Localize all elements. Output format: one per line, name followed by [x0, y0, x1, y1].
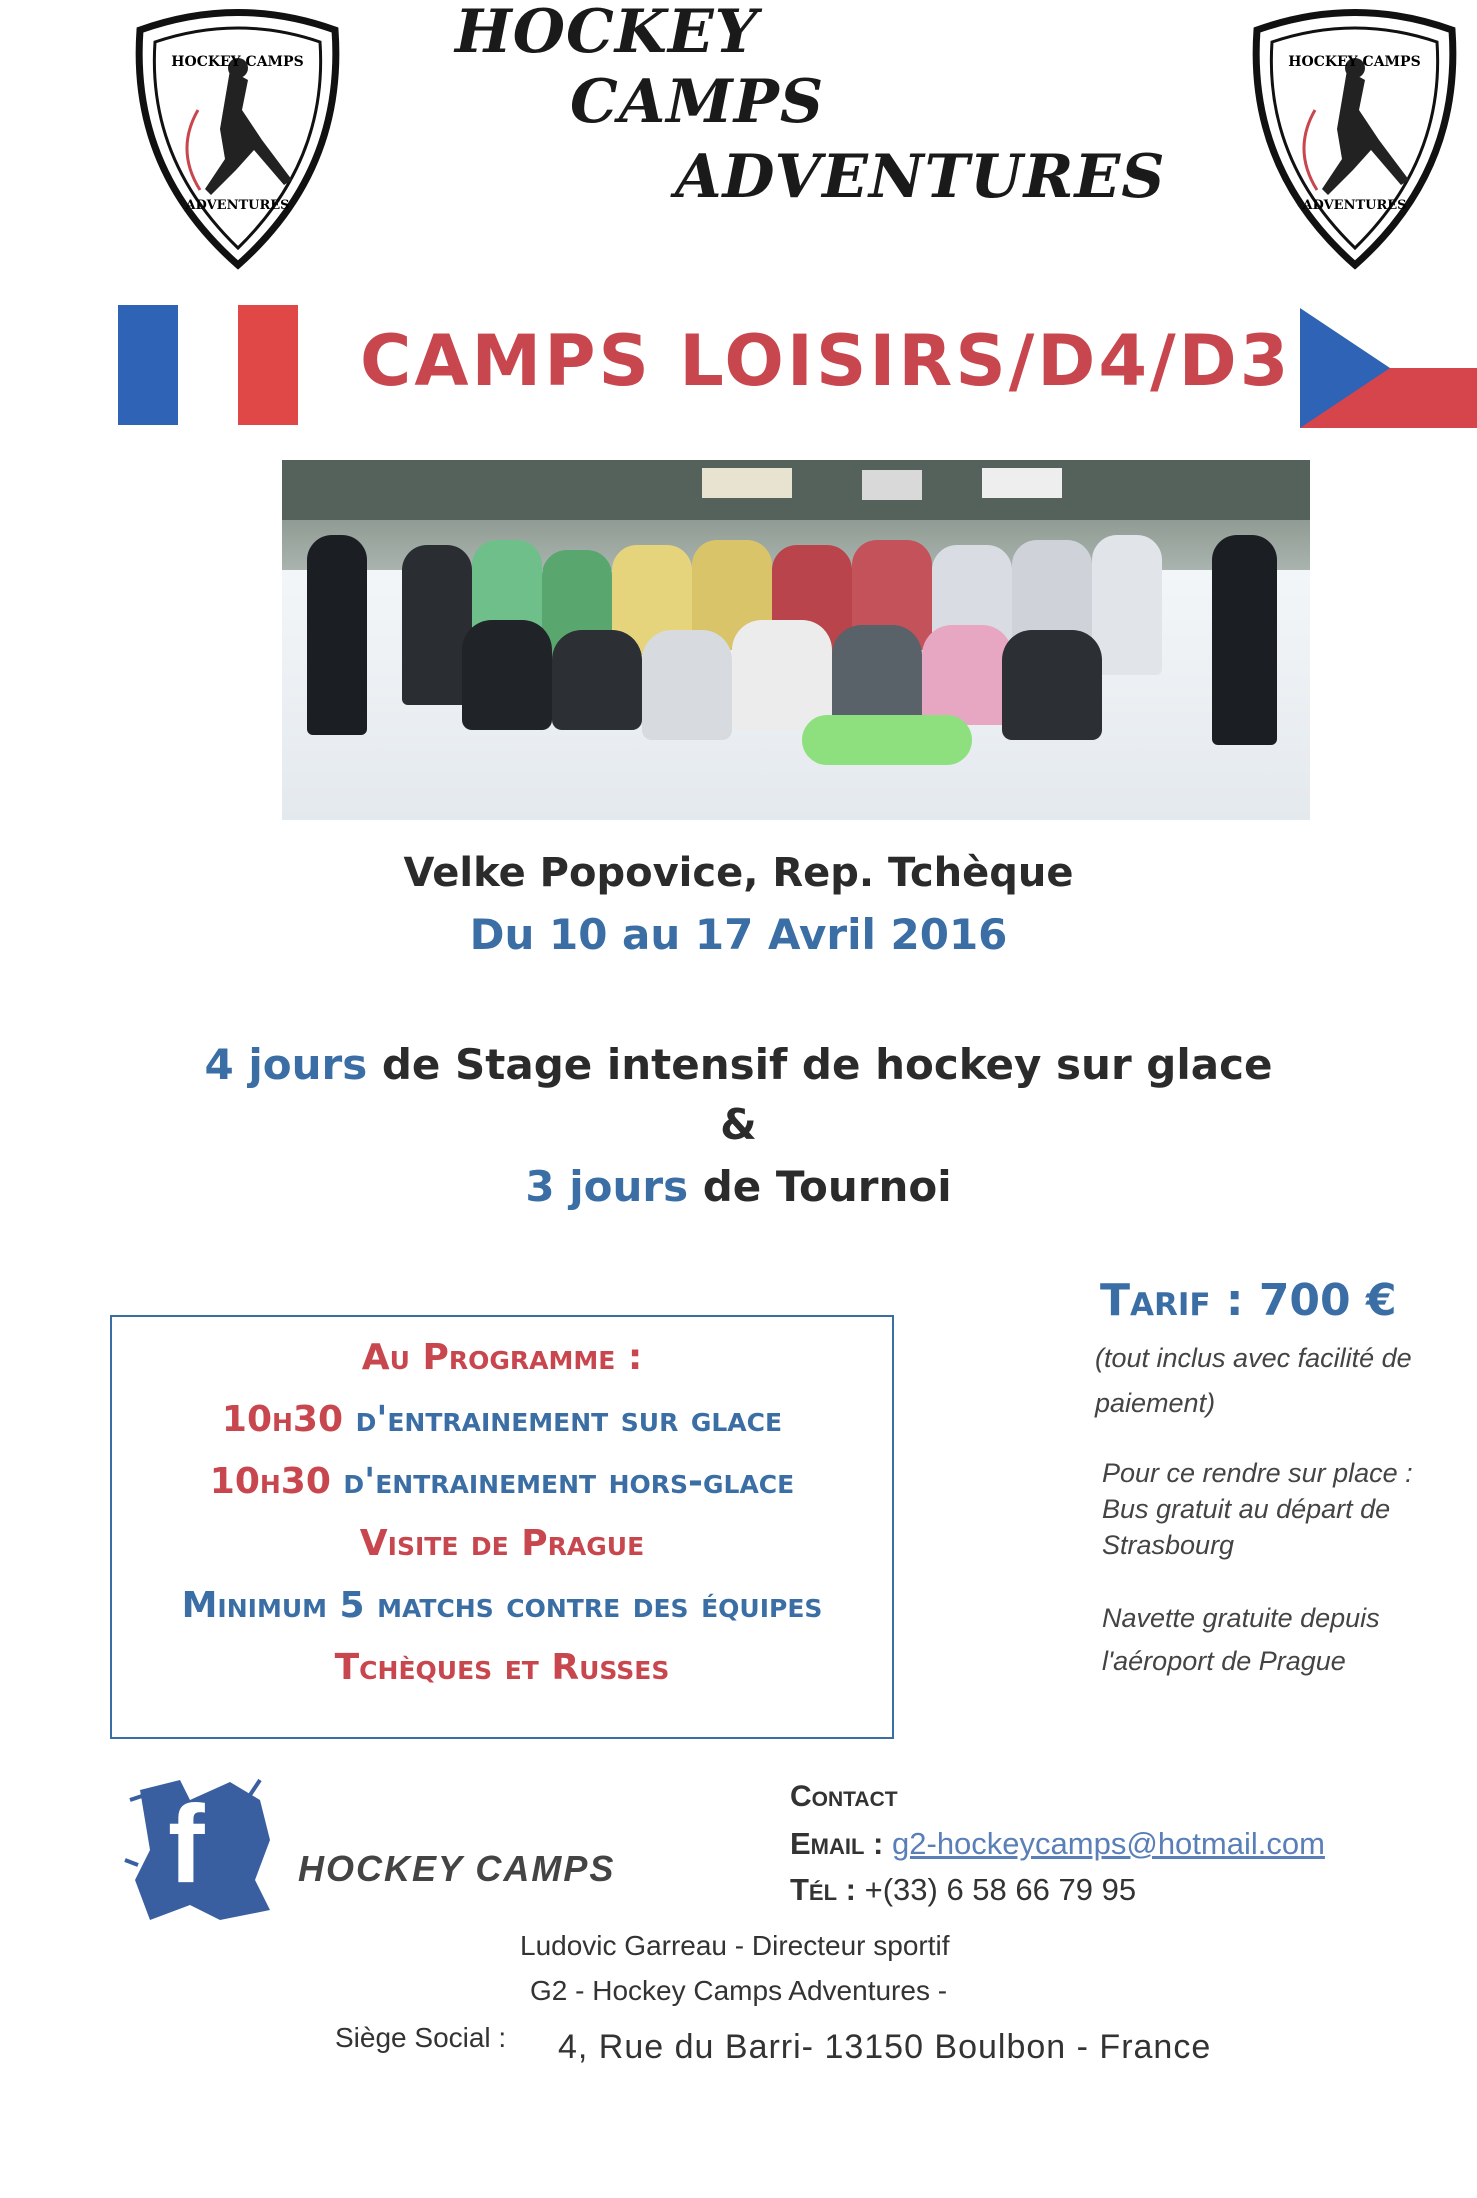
facebook-label[interactable]: HOCKEY CAMPS	[298, 1848, 616, 1889]
email-link[interactable]: g2-hockeycamps@hotmail.com	[892, 1826, 1325, 1861]
logo-right	[1237, 0, 1472, 270]
footer-line-2: G2 - Hockey Camps Adventures -	[530, 1975, 948, 2006]
facebook-letter: f	[168, 1783, 205, 1906]
team-photo	[282, 460, 1310, 820]
brand-line-3: ADVENTURES	[675, 142, 1166, 212]
program-line-2-text: d'entrainement hors-glace	[330, 1461, 795, 1502]
stage-days-1: 4 jours	[204, 1040, 368, 1089]
logo-text-bottom: ADVENTURES	[1302, 198, 1407, 213]
dates-text: Du 10 au 17 Avril 2016	[469, 910, 1008, 959]
program-line-4: Minimum 5 matchs contre des équipes	[181, 1585, 823, 1626]
program-line-3: Visite de Prague	[359, 1523, 645, 1564]
stage-line-1	[0, 1040, 1477, 1089]
tarif-note-2: paiement)	[1095, 1388, 1216, 1418]
program-line-2	[112, 1461, 892, 1502]
stage-line-2	[0, 1162, 1477, 1211]
transport-line-4: Navette gratuite depuis	[1102, 1603, 1380, 1633]
logo-text-top: HOCKEY CAMPS	[1288, 54, 1421, 70]
program-box	[110, 1315, 894, 1739]
footer-line-1: Ludovic Garreau - Directeur sportif	[520, 1930, 950, 1961]
tel-number[interactable]: +(33) 6 58 66 79 95	[864, 1872, 1137, 1907]
tel-label: Tél :	[790, 1872, 856, 1907]
czech-flag-icon	[1300, 308, 1477, 428]
brand-line-1: HOCKEY	[455, 0, 759, 67]
program-line-1-hours: 10h30	[221, 1399, 344, 1440]
tarif-label: Tarif : 700 €	[1100, 1275, 1397, 1326]
logo-left	[120, 0, 355, 270]
shield-logo-icon	[120, 0, 355, 270]
footer-address: 4, Rue du Barri- 13150 Boulbon - France	[558, 2028, 1212, 2066]
contact-tel-row	[790, 1872, 1136, 1908]
location-text: Velke Popovice, Rep. Tchèque	[403, 850, 1074, 896]
camp-title: CAMPS LOISIRS/D4/D3	[360, 320, 1292, 402]
program-line-1-text: d'entrainement sur glace	[343, 1399, 783, 1440]
contact-heading: Contact	[790, 1780, 898, 1813]
email-label: Email :	[790, 1826, 884, 1861]
brand-line-2: CAMPS	[570, 67, 825, 137]
stage-text-1: de Stage intensif de hockey sur glace	[367, 1040, 1273, 1089]
facebook-icon[interactable]	[120, 1770, 280, 1930]
program-heading: Au Programme :	[361, 1337, 643, 1378]
tarif-note-1: (tout inclus avec facilité de	[1095, 1343, 1412, 1373]
transport-line-5: l'aéroport de Prague	[1102, 1646, 1346, 1676]
stage-days-2: 3 jours	[525, 1162, 689, 1211]
french-flag-icon	[118, 305, 298, 425]
logo-text-bottom: ADVENTURES	[185, 198, 290, 213]
logo-text-top: HOCKEY CAMPS	[171, 54, 304, 70]
program-line-2-hours: 10h30	[209, 1461, 331, 1502]
stage-text-2: de Tournoi	[688, 1162, 952, 1211]
shield-logo-icon	[1237, 0, 1472, 270]
transport-line-2: Bus gratuit au départ de	[1102, 1494, 1391, 1524]
program-line-5: Tchèques et Russes	[334, 1647, 670, 1688]
transport-line-3: Strasbourg	[1102, 1530, 1235, 1560]
contact-email-row	[790, 1826, 1325, 1862]
transport-line-1: Pour ce rendre sur place :	[1102, 1458, 1413, 1488]
footer-siege-label: Siège Social :	[335, 2022, 507, 2053]
program-line-1	[112, 1399, 892, 1440]
stage-ampersand: &	[720, 1100, 757, 1149]
